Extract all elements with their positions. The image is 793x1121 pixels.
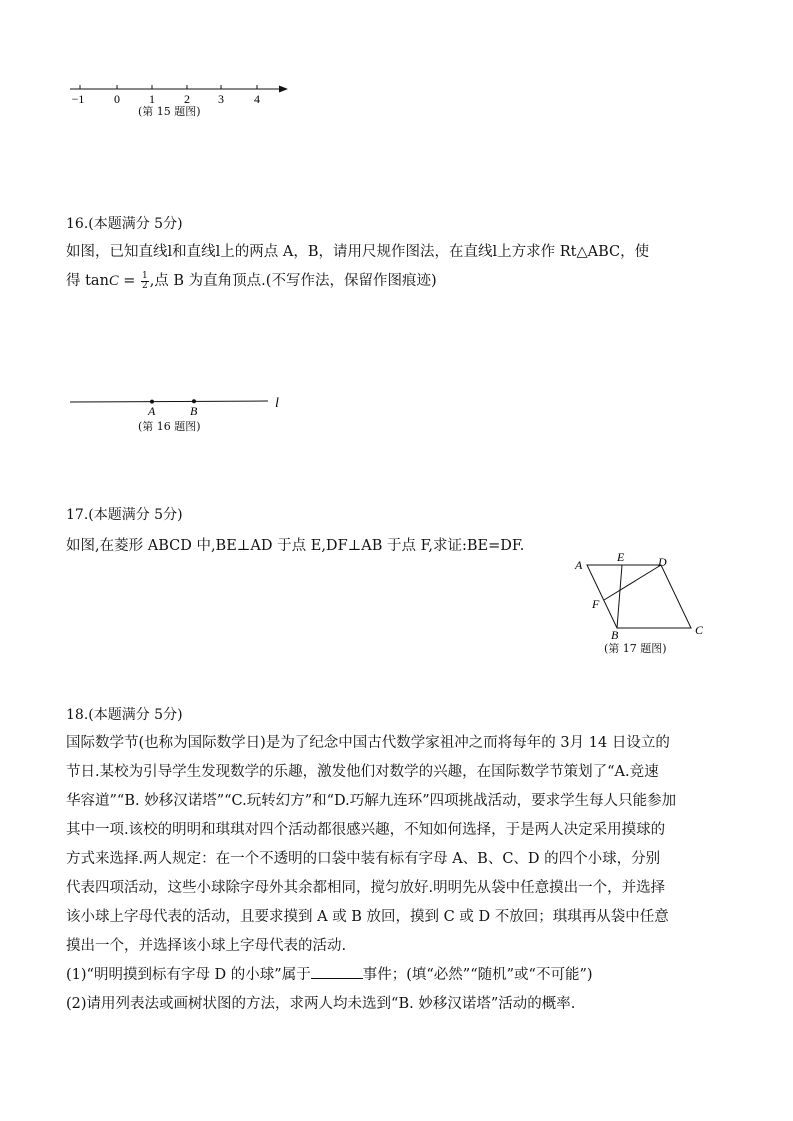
tick-label: 0 bbox=[114, 92, 120, 106]
sub-question-1 bbox=[66, 961, 726, 990]
figure-caption-15: (第 15 题图) bbox=[138, 105, 201, 118]
number-line-arrow bbox=[279, 86, 288, 93]
point-a bbox=[150, 400, 154, 404]
tick-label: 3 bbox=[218, 92, 224, 106]
question-18-header: 18.(本题满分 5分) bbox=[66, 707, 183, 723]
question-18-line: 摸出一个，并选择该小球上字母代表的活动. bbox=[66, 938, 347, 954]
tan-function: tan bbox=[85, 273, 109, 289]
text: 得 bbox=[66, 273, 86, 289]
question-18-line: 其中一项.该校的明明和琪琪对四个活动都很感兴趣，不知如何选择，于是两人决定采用摸球的 bbox=[66, 822, 666, 838]
answer-blank[interactable] bbox=[311, 964, 363, 979]
tick-label: 1 bbox=[149, 92, 155, 106]
text: (1)“明明摸到标有字母 D 的小球”属于 bbox=[66, 967, 311, 983]
fraction-numerator: 1 bbox=[141, 270, 148, 281]
question-16-header: 16.(本题满分 5分) bbox=[66, 216, 183, 232]
segment-df bbox=[604, 565, 661, 600]
question-18-line: 节日.某校为引导学生发现数学的乐趣，激发他们对数学的兴趣，在国际数学节策划了“A.竞速 bbox=[66, 764, 659, 780]
question-18-line: 该小球上字母代表的活动，且要求摸到 A 或 B 放回，摸到 C 或 D 不放回；琪琪再从袋中任意 bbox=[66, 909, 669, 925]
label-f: F bbox=[592, 597, 600, 611]
fraction-denominator: 2 bbox=[141, 280, 148, 291]
label-b: B bbox=[611, 628, 619, 640]
segment-be bbox=[617, 565, 622, 628]
label-e: E bbox=[617, 550, 625, 564]
tick-label: 4 bbox=[254, 92, 260, 106]
point-b bbox=[192, 399, 196, 403]
figure-16-line bbox=[60, 390, 300, 420]
label-c: C bbox=[695, 623, 704, 637]
text: ,点 B 为直角顶点.(不写作法，保留作图痕迹) bbox=[149, 273, 437, 289]
label-a: A bbox=[148, 404, 156, 418]
question-16-body bbox=[66, 238, 726, 296]
number-line-ticks bbox=[80, 85, 257, 89]
question-16-line-2 bbox=[66, 267, 726, 296]
rhombus-abcd bbox=[587, 565, 691, 628]
figure-caption-17: (第 17 题图) bbox=[604, 642, 667, 655]
question-18-line: 方式来选择.两人规定：在一个不透明的口袋中装有标有字母 A、B、C、D 的四个小球，分别 bbox=[66, 851, 661, 867]
label-l: l bbox=[275, 396, 279, 411]
tick-label: 2 bbox=[184, 92, 190, 106]
line-l bbox=[70, 401, 268, 402]
question-18-line: 代表四项活动，这些小球除字母外其余都相同，搅匀放好.明明先从袋中任意摸出一个，并选择 bbox=[66, 880, 666, 896]
equals-sign: = bbox=[118, 273, 140, 289]
tick-label: −1 bbox=[71, 92, 85, 106]
label-a: A bbox=[575, 558, 583, 572]
question-17-header: 17.(本题满分 5分) bbox=[66, 507, 183, 523]
figure-17-rhombus bbox=[565, 548, 725, 640]
question-18-body bbox=[66, 729, 726, 1019]
question-18-line: 国际数学节(也称为国际数学日)是为了纪念中国古代数学家祖冲之而将每年的 3月 14 日设立的 bbox=[66, 735, 670, 751]
label-b: B bbox=[190, 404, 198, 418]
label-d: D bbox=[658, 555, 667, 569]
fraction-one-half bbox=[141, 272, 149, 291]
question-16-line-1: 如图，已知直线l和直线l上的两点 A，B，请用尺规作图法，在直线l上方求作 Rt△ABC，使 bbox=[66, 244, 650, 260]
tan-variable: C bbox=[108, 273, 119, 289]
text: 事件；(填“必然”“随机”或“不可能”) bbox=[362, 967, 593, 983]
question-18-line: 华容道”“B. 妙移汉诺塔”“C.玩转幻方”和“D.巧解九连环”四项挑战活动，要求学生每人只能参加 bbox=[66, 793, 677, 809]
sub-question-2: (2)请用列表法或画树状图的方法，求两人均未选到“B. 妙移汉诺塔”活动的概率. bbox=[66, 996, 576, 1012]
question-17-line-1: 如图,在菱形 ABCD 中,BE⊥AD 于点 E,DF⊥AB 于点 F,求证:BE=DF. bbox=[66, 538, 525, 554]
figure-caption-16: (第 16 题图) bbox=[138, 420, 201, 433]
